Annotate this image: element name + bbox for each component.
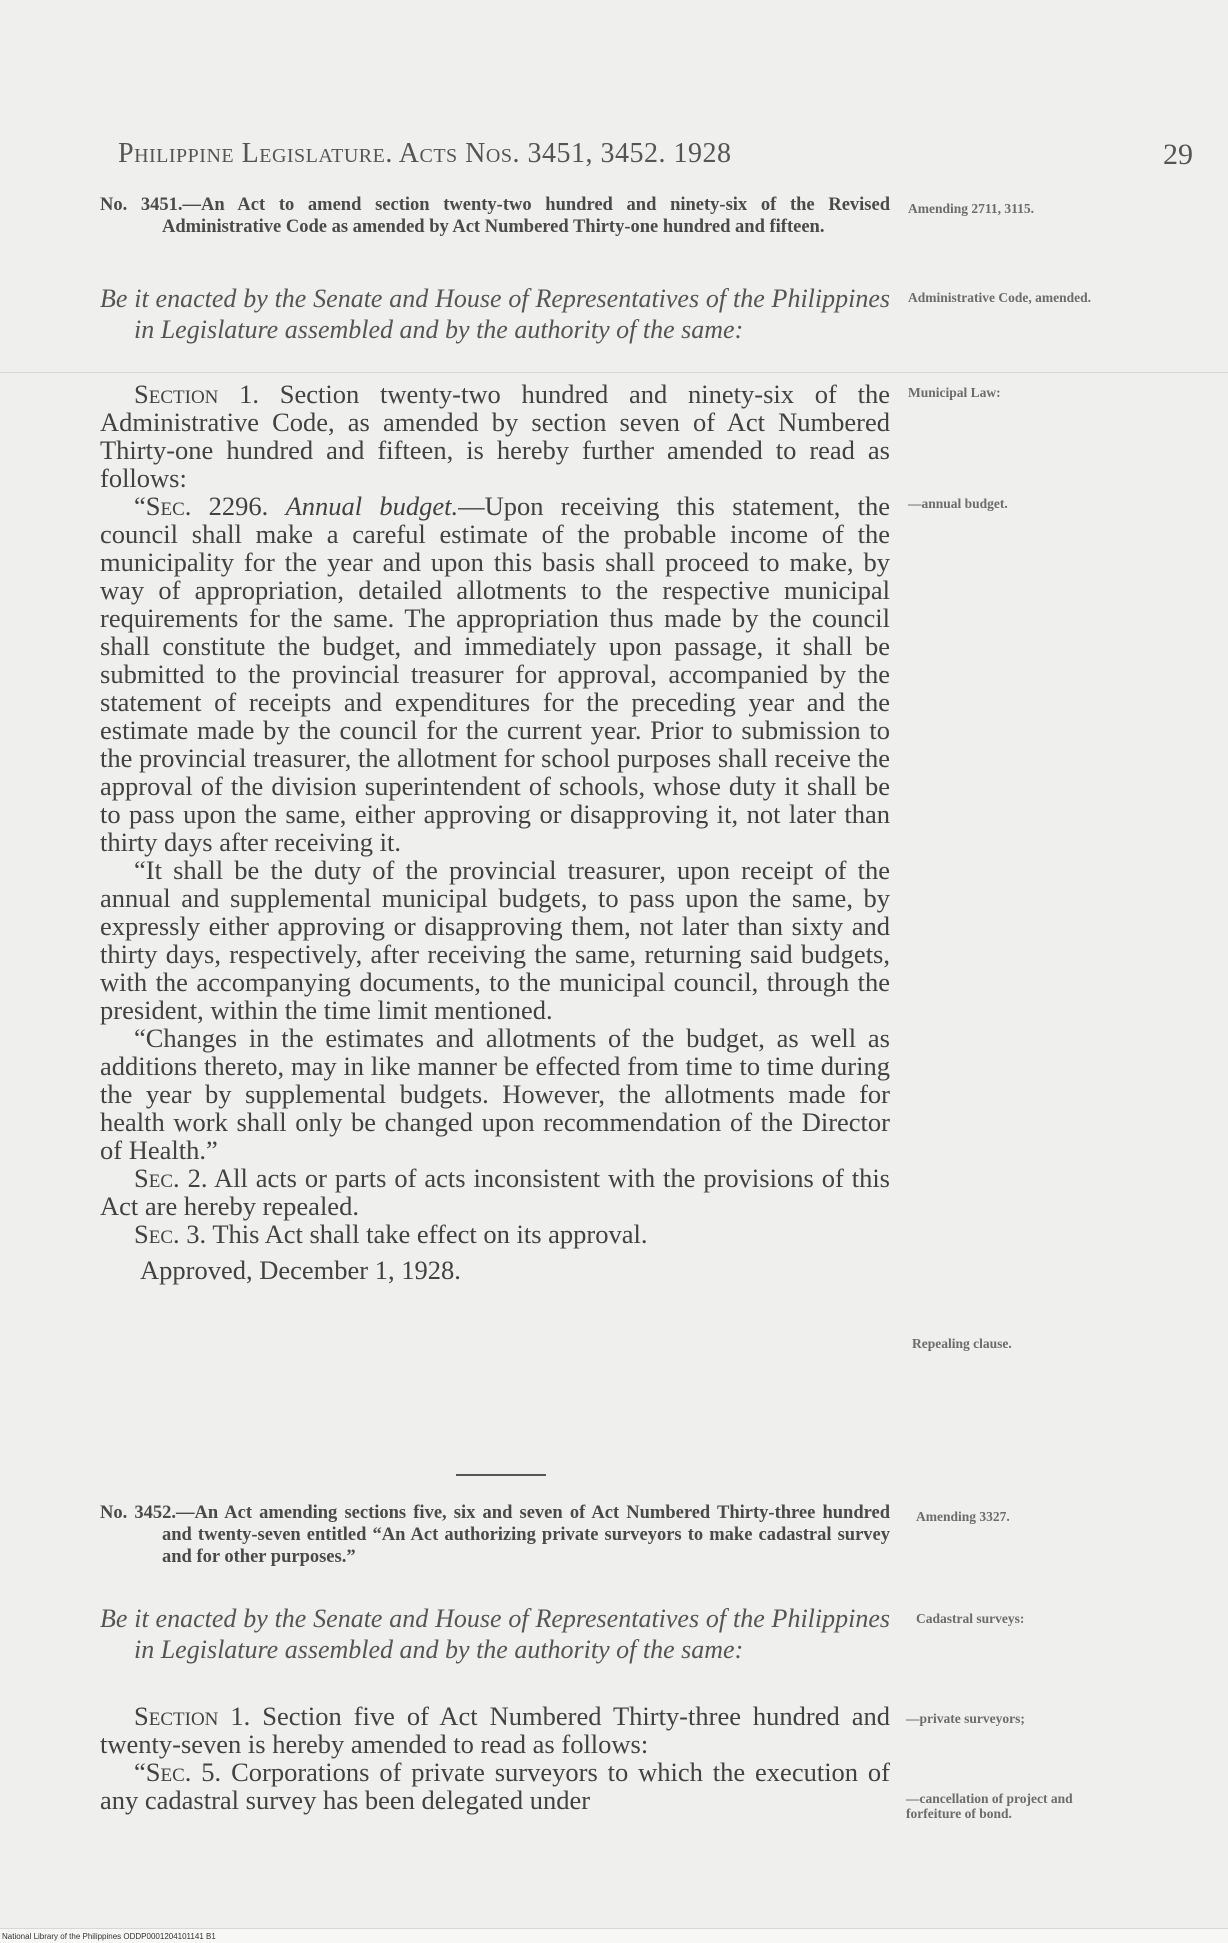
section-label: “Sec. 2296. [134, 491, 269, 521]
fold-line [0, 372, 1228, 373]
act-3451-section-2 [100, 1164, 890, 1220]
section-label: Section 1. [134, 379, 260, 409]
act-3451-body [100, 380, 890, 1284]
margin-note-private-surveyors: —private surveyors; [906, 1711, 1025, 1726]
section-text: This Act shall take effect on its approval. [212, 1219, 648, 1249]
section-text: —Upon receiving this statement, the council shall make a careful estimate of the probable income of the municipality for the year and upon this basis shall proceed to make, by way of appropriation, detailed allotments to the respective municipal requirements for the same. The appropriation thus made by the council shall constitute the budget, and immediately upon passage, it shall be submitted to the provincial treasurer for approval, accompanied by the statement of receipts and expenditures for the preceding year and the estimate made by the council for the current year. Prior to submission to the provincial treasurer, the allotment for school purposes shall receive the approval of the division superintendent of schools, whose duty it shall be to pass upon the same, either approving or disapproving it, not later than thirty days after receiving it. [100, 491, 891, 857]
act-3451-enacting-clause: Be it enacted by the Senate and House of Representatives of the Philippines in Legislature assembled and by the authority of the same: [100, 284, 890, 344]
act-3451-paragraph-2: “It shall be the duty of the provincial treasurer, upon receipt of the annual and supplemental municipal budgets, to pass upon the same, by expressly either approving or disapproving them, not later than sixty and thirty days, respectively, after receiving the same, returning said budgets, with the accompanying documents, to the municipal council, through the president, within the time limit mentioned. [100, 855, 890, 1025]
margin-note-amending-3327: Amending 3327. [916, 1509, 1010, 1524]
page-number: 29 [1163, 138, 1193, 171]
section-heading: Annual budget. [285, 491, 459, 521]
section-text: Section five of Act Numbered Thirty-three hundred and twenty-seven is hereby amended to read as follows: [100, 1701, 890, 1759]
margin-note-cadastral-surveys: Cadastral surveys: [916, 1611, 1025, 1626]
section-text: All acts or parts of acts inconsistent with the provisions of this Act are hereby repealed. [100, 1163, 890, 1221]
act-3451-enacting-block [100, 283, 890, 345]
act-3452-title-block [100, 1502, 890, 1568]
section-label: Sec. 3. [134, 1219, 207, 1249]
act-3451-section-1 [100, 380, 890, 492]
act-3451-sec-2296 [100, 492, 890, 856]
act-3452-enacting-block [100, 1603, 890, 1665]
act-3451-section-3 [100, 1220, 890, 1248]
margin-note-municipal-law: Municipal Law: [908, 385, 1001, 400]
act-3451-paragraph-3: “Changes in the estimates and allotments of the budget, as well as additions thereto, may in like manner be effected from time to time during the year by supplemental budgets. However, the allotments made for health work shall only be changed upon recommendation of the Director of Health.” [100, 1023, 890, 1165]
margin-note-annual-budget: —annual budget. [908, 496, 1008, 511]
act-3452-title: No. 3452.—An Act amending sections five, six and seven of Act Numbered Thirty-three hundred and twenty-seven entitled “An Act authorizing private surveyors to make cadastral survey and for other purposes.” [100, 1503, 890, 1567]
section-label: Section 1. [134, 1701, 251, 1731]
act-3452-sec-5 [100, 1758, 890, 1814]
approval-date: Approved, December 1, 1928. [140, 1255, 461, 1285]
act-3452-body [100, 1702, 890, 1814]
margin-note-administrative-code: Administrative Code, amended. [908, 290, 1091, 305]
running-head: Philippine Legislature. Acts Nos. 3451, 3452. 1928 [118, 138, 732, 169]
act-divider [456, 1474, 546, 1476]
footer-credit: National Library of the Philippines ODDP0001204101141 B1 [2, 1932, 216, 1941]
act-3451-title: No. 3451.—An Act to amend section twenty-two hundred and ninety-six of the Revised Administrative Code as amended by Act Numbered Thirty-one hundred and fifteen. [100, 195, 890, 237]
section-text: Corporations of private surveyors to which the execution of any cadastral survey has been delegated under [100, 1757, 891, 1815]
section-text: Section twenty-two hundred and ninety-six of the Administrative Code, as amended by section seven of Act Numbered Thirty-one hundred and fifteen, is hereby further amended to read as follows: [100, 379, 890, 493]
act-3451-title-block [100, 194, 890, 238]
section-label: “Sec. 5. [134, 1757, 222, 1787]
act-3452-section-1 [100, 1702, 890, 1758]
margin-note-amending-2711: Amending 2711, 3115. [908, 201, 1035, 216]
margin-note-cancellation: —cancellation of project and forfeiture of bond. [906, 1791, 1073, 1821]
margin-note-repealing-clause: Repealing clause. [912, 1336, 1012, 1351]
act-3452-enacting-clause: Be it enacted by the Senate and House of Representatives of the Philippines in Legislature assembled and by the authority of the same: [100, 1604, 890, 1664]
section-label: Sec. 2. [134, 1163, 208, 1193]
